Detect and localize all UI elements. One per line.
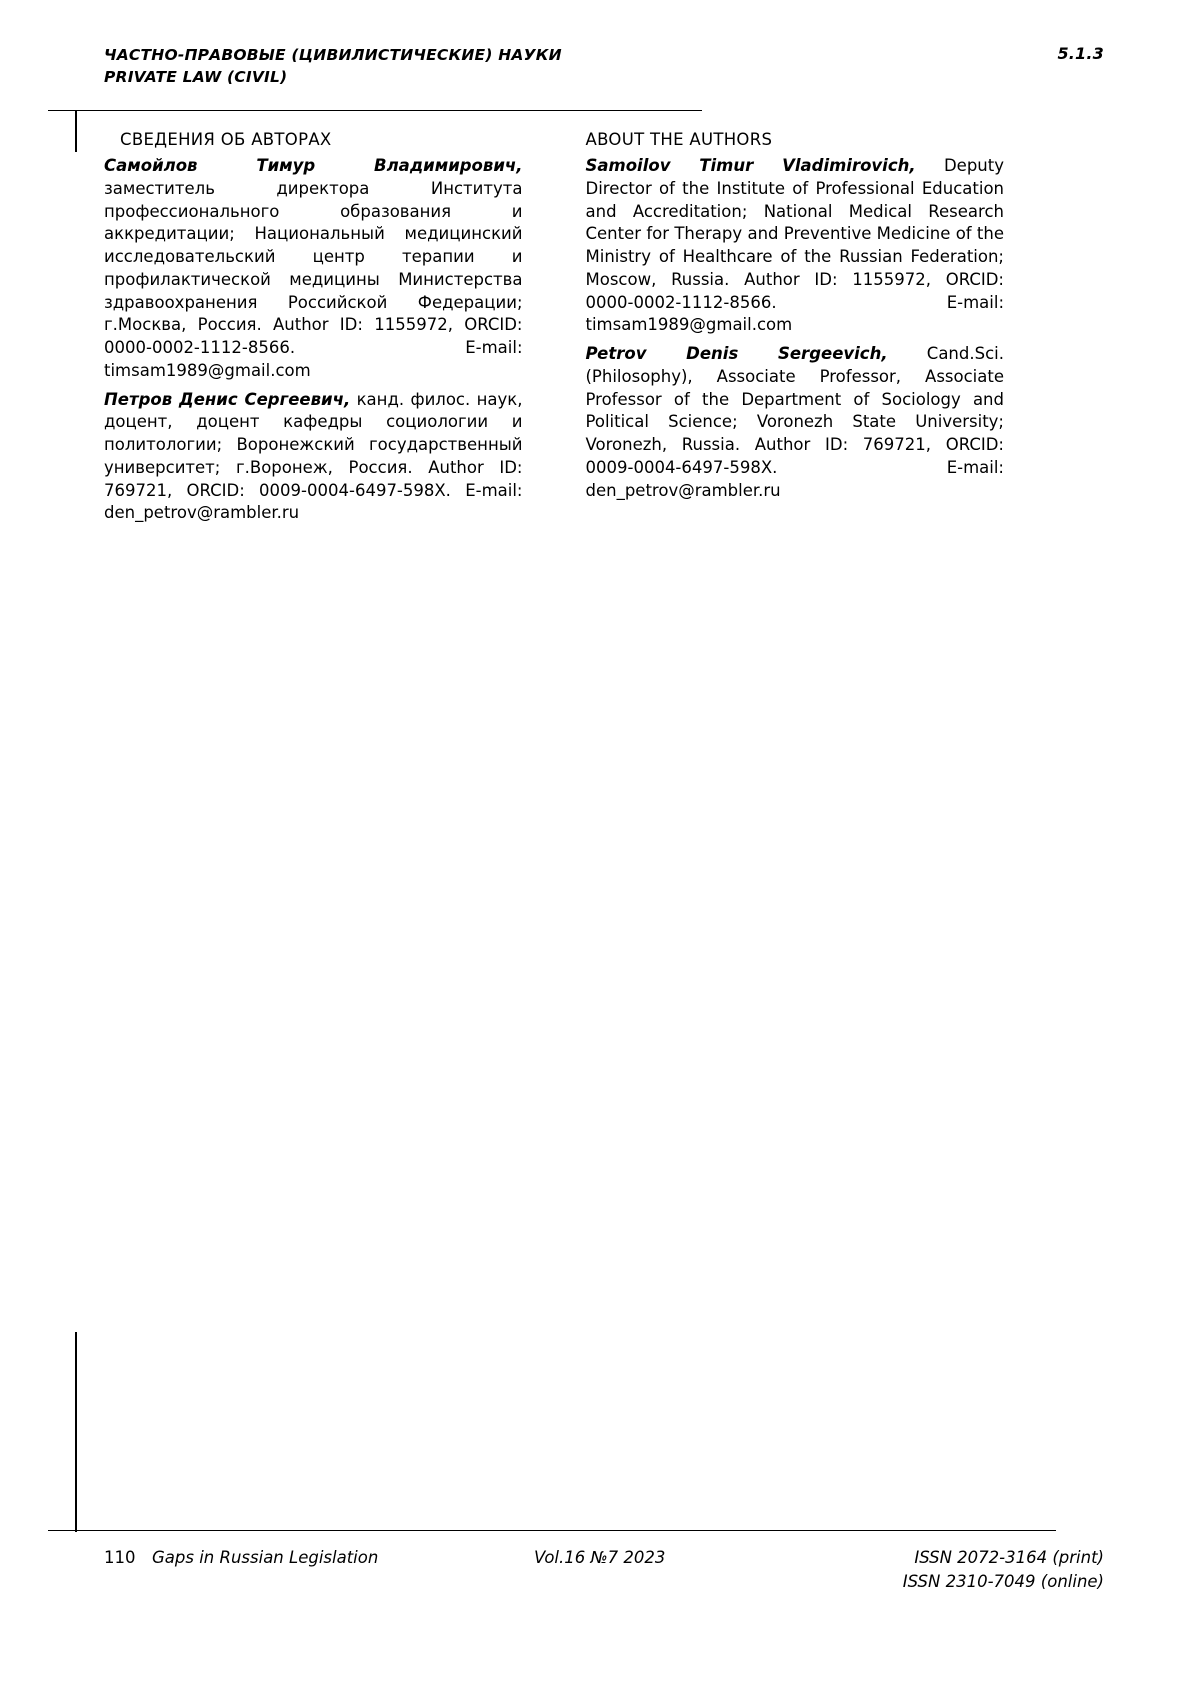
authors-column-english bbox=[586, 130, 1005, 531]
column-heading-ru: СВЕДЕНИЯ ОБ АВТОРАХ bbox=[120, 130, 332, 149]
footer-divider bbox=[48, 1530, 1056, 1531]
author-bio bbox=[586, 155, 1005, 337]
header-title-en: PRIVATE LAW (CIVIL) bbox=[104, 68, 288, 87]
issn-print: ISSN 2072-3164 (print) bbox=[914, 1548, 1104, 1567]
author-details: Deputy Director of the Institute of Professional Education and Accreditation; National Medical Research Center for Therapy and Preventive Medicine of the Ministry of Healthcare of the Russian Federation; Moscow, Russia. Author ID: 1155972, ORCID: 0000-0002-1112-8566. E-mail: timsam1989@gmail.com bbox=[585, 156, 1004, 335]
author-details: Cand.Sci.(Philosophy), Associate Professor, Associate Professor of the Department of Sociology and Political Science; Voronezh State University; Voronezh, Russia. Author ID: 769721, ORCID: 0009-0004-6497-598X. E-mail: den_petrov@rambler.ru bbox=[585, 344, 1004, 500]
journal-title: Gaps in Russian Legislation bbox=[152, 1548, 379, 1567]
header-category-code: 5.1.3 bbox=[1057, 44, 1104, 63]
header-divider bbox=[48, 110, 702, 111]
author-bio bbox=[586, 343, 1005, 502]
authors-column-russian bbox=[104, 130, 523, 531]
author-name: Петров Денис Сергеевич, bbox=[104, 389, 351, 409]
author-details: заместитель директора Института профессионального образования и аккредитации; Национальный медицинский исследовательский центр терапии и профилактической медицины Министерства здравоохранения Российской Федерации; г.Москва, Россия. Author ID: 1155972, ORCID: 0000-0002-1112-8566. E-mail: timsam1989@gmail.com bbox=[104, 178, 523, 380]
margin-bar-top bbox=[75, 110, 77, 152]
author-name: Samoilov Timur Vladimirovich, bbox=[585, 156, 916, 175]
author-bio bbox=[104, 155, 523, 383]
page-footer bbox=[104, 1548, 1104, 1591]
column-heading-en: ABOUT THE AUTHORS bbox=[585, 130, 773, 149]
author-bio bbox=[104, 389, 523, 526]
footer-row bbox=[104, 1548, 1104, 1591]
page-header bbox=[104, 44, 1104, 89]
header-section-title bbox=[104, 44, 562, 89]
page-number: 110 bbox=[104, 1548, 136, 1567]
author-name: Petrov Denis Sergeevich, bbox=[585, 344, 888, 364]
author-details: канд. филос. наук, доцент, доцент кафедры социологии и политологии; Воронежский государственный университет; г.Воронеж, Россия. Author ID: 769721, ORCID: 0009-0004-6497-598X. E-mail: den_petrov@rambler.ru bbox=[104, 389, 523, 523]
issn-online: ISSN 2310-7049 (online) bbox=[902, 1572, 1104, 1591]
author-name: Самойлов Тимур Владимирович, bbox=[104, 156, 523, 175]
header-title-ru: ЧАСТНО-ПРАВОВЫЕ (ЦИВИЛИСТИЧЕСКИЕ) НАУКИ bbox=[104, 46, 562, 64]
margin-bar-bottom bbox=[75, 1332, 77, 1532]
volume-issue: Vol.16 №7 2023 bbox=[534, 1548, 666, 1567]
authors-columns bbox=[104, 130, 1004, 531]
